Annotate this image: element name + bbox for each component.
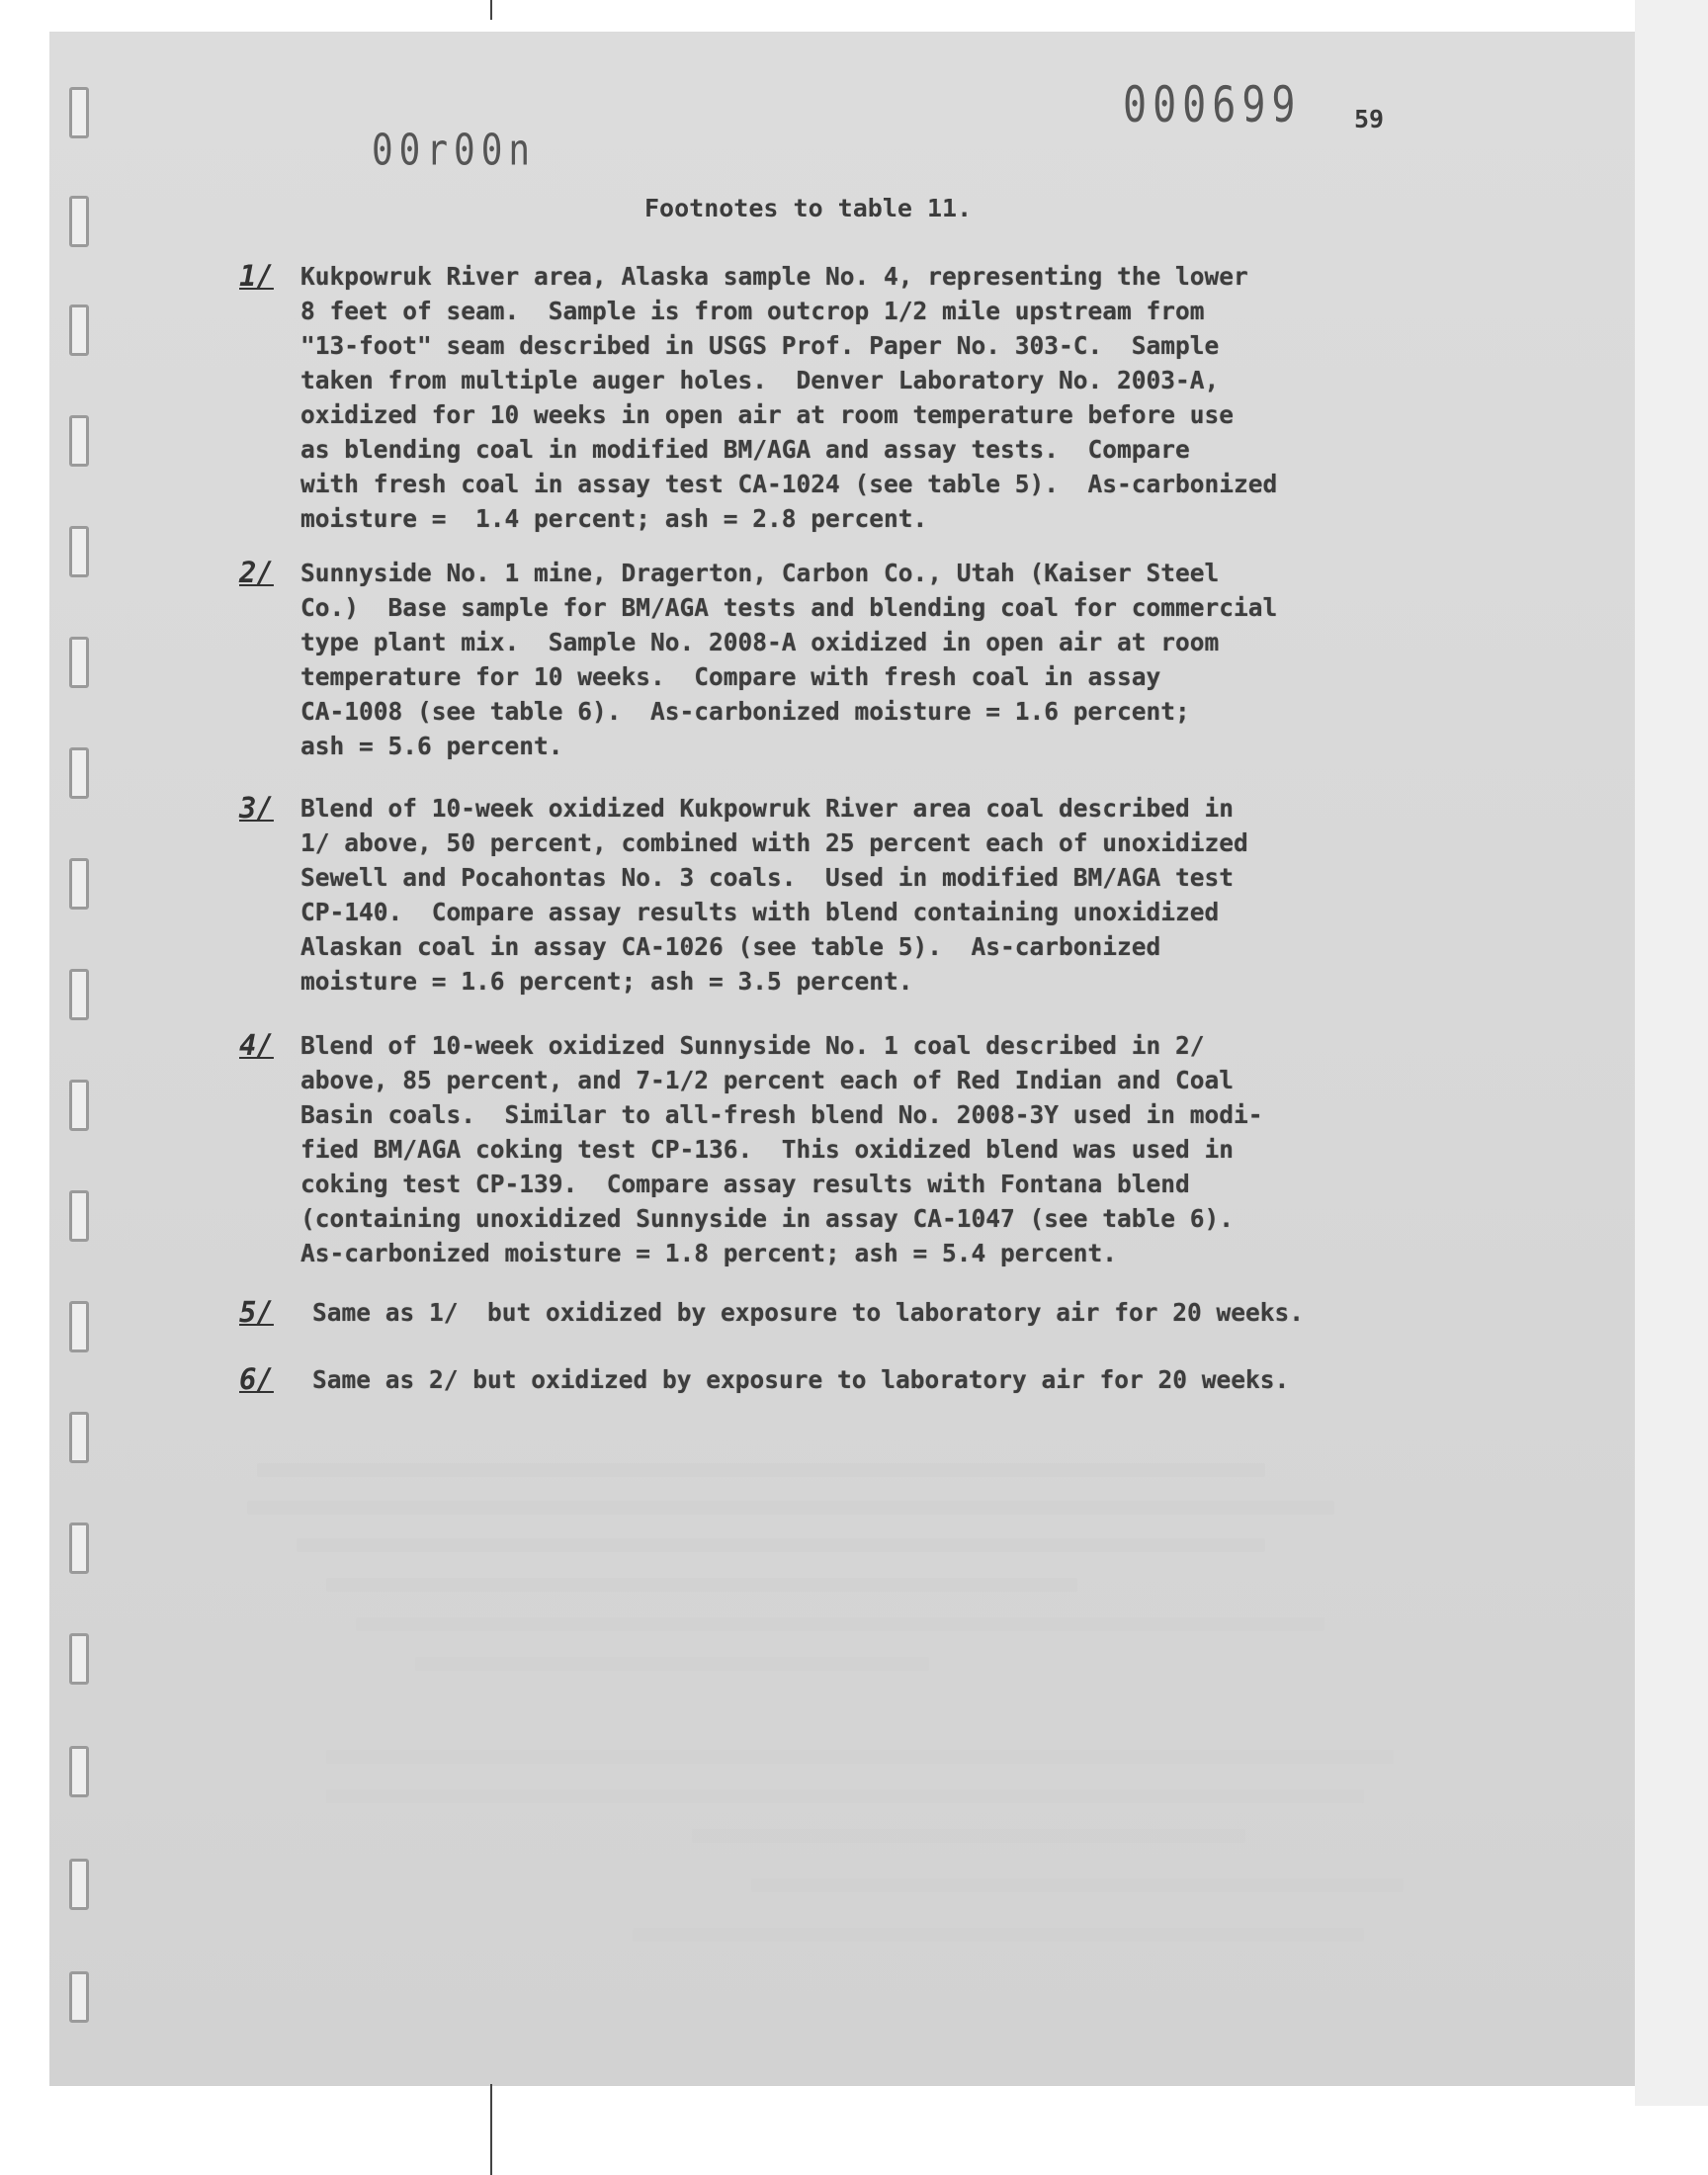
feed-hole [69,1522,89,1574]
feed-hole [69,1859,89,1910]
page-edge-shadow [1635,0,1708,2106]
footnote-marker: 3/ [239,791,274,825]
footnote-text: Same as 1/ but oxidized by exposure to laboratory air for 20 weeks. [312,1298,1305,1327]
bleed-through [326,1578,1077,1592]
feed-hole [69,858,89,910]
bleed-through [326,1789,1364,1803]
bleed-through [247,1501,1334,1515]
feed-hole [69,1412,89,1463]
feed-hole [69,1633,89,1685]
feed-hole [69,1971,89,2023]
fold-mark-top [490,0,492,20]
footnote-text: Blend of 10-week oxidized Sunnyside No. 1 coal described in 2/ above, 85 percent, and 7-1/2 percent each of Red Indian and Coal Basin coals. Similar to all-fresh blend No. 2008-3Y used in modi- fied BM/AGA coking test CP-136. This oxidized blend was used in coking test CP-139. Compare assay results with Fontana blend (containing unoxidized Sunnyside in assay CA-1047 (see table 6). As-carbonized moisture = 1.8 percent; ash = 5.4 percent. [300,1031,1263,1267]
footnote-5 [239,1295,1465,1335]
document-stamp-number: 000699 [1123,77,1302,134]
footnote-text: Kukpowruk River area, Alaska sample No. 4, representing the lower 8 feet of seam. Sample is from outcrop 1/2 mile upstream from "13-foot" seam described in USGS Prof. Paper No. 303-C. Sample taken from multiple auger holes. Denver Laboratory No. 2003-A, oxidized for 10 weeks in open air at room temperature before use as blending coal in modified BM/AGA and assay tests. Compare with fresh coal in assay test CA-1024 (see table 5). As-carbonized moisture = 1.4 percent; ash = 2.8 percent. [300,262,1278,533]
bleed-through [326,1750,1394,1764]
bleed-through [692,1829,1245,1843]
feed-hole [69,87,89,138]
footnote-marker: 5/ [239,1295,274,1329]
bleed-through [257,1463,1265,1477]
footnote-text: Blend of 10-week oxidized Kukpowruk River area coal described in 1/ above, 50 percent, combined with 25 percent each of unoxidized Sewell and Pocahontas No. 3 coals. Used in modified BM/AGA test CP-140. Compare assay results with blend containing unoxidized Alaskan coal in assay CA-1026 (see table 5). As-carbonized moisture = 1.6 percent; ash = 3.5 percent. [300,794,1248,996]
bleed-through [415,1657,929,1671]
bleed-through [356,1617,1324,1631]
bleed-through [751,1878,1404,1892]
fold-mark-bottom [490,2084,492,2175]
footnote-6 [239,1362,1465,1402]
feed-hole [69,969,89,1020]
page-number: 59 [1354,105,1385,133]
document-stamp-number-faint: 00r00n [372,127,537,176]
footnote-2 [239,556,1465,763]
feed-hole [69,747,89,799]
page-title: Footnotes to table 11. [644,194,973,222]
bleed-through [633,1928,1364,1942]
footnote-text: Same as 2/ but oxidized by exposure to laboratory air for 20 weeks. [312,1365,1290,1394]
feed-hole [69,415,89,467]
feed-hole [69,526,89,577]
bleed-through [297,1538,1265,1552]
footnote-text: Sunnyside No. 1 mine, Dragerton, Carbon Co., Utah (Kaiser Steel Co.) Base sample for BM/AGA tests and blending coal for commercial type plant mix. Sample No. 2008-A oxidized in open air at room temperature for 10 weeks. Compare with fresh coal in assay CA-1008 (see table 6). As-carbonized moisture = 1.6 percent; ash = 5.6 percent. [300,559,1278,760]
feed-hole [69,304,89,356]
feed-hole [69,196,89,247]
scan-margin [0,2106,1708,2175]
footnote-1 [239,259,1465,536]
footnote-marker: 4/ [239,1028,274,1062]
feed-hole [69,1080,89,1131]
feed-hole [69,1301,89,1352]
feed-hole [69,1190,89,1242]
feed-hole [69,637,89,688]
feed-hole [69,1746,89,1797]
footnote-marker: 2/ [239,556,274,589]
footnote-marker: 1/ [239,259,274,293]
footnote-3 [239,791,1465,999]
footnote-marker: 6/ [239,1362,274,1396]
footnote-4 [239,1028,1465,1270]
